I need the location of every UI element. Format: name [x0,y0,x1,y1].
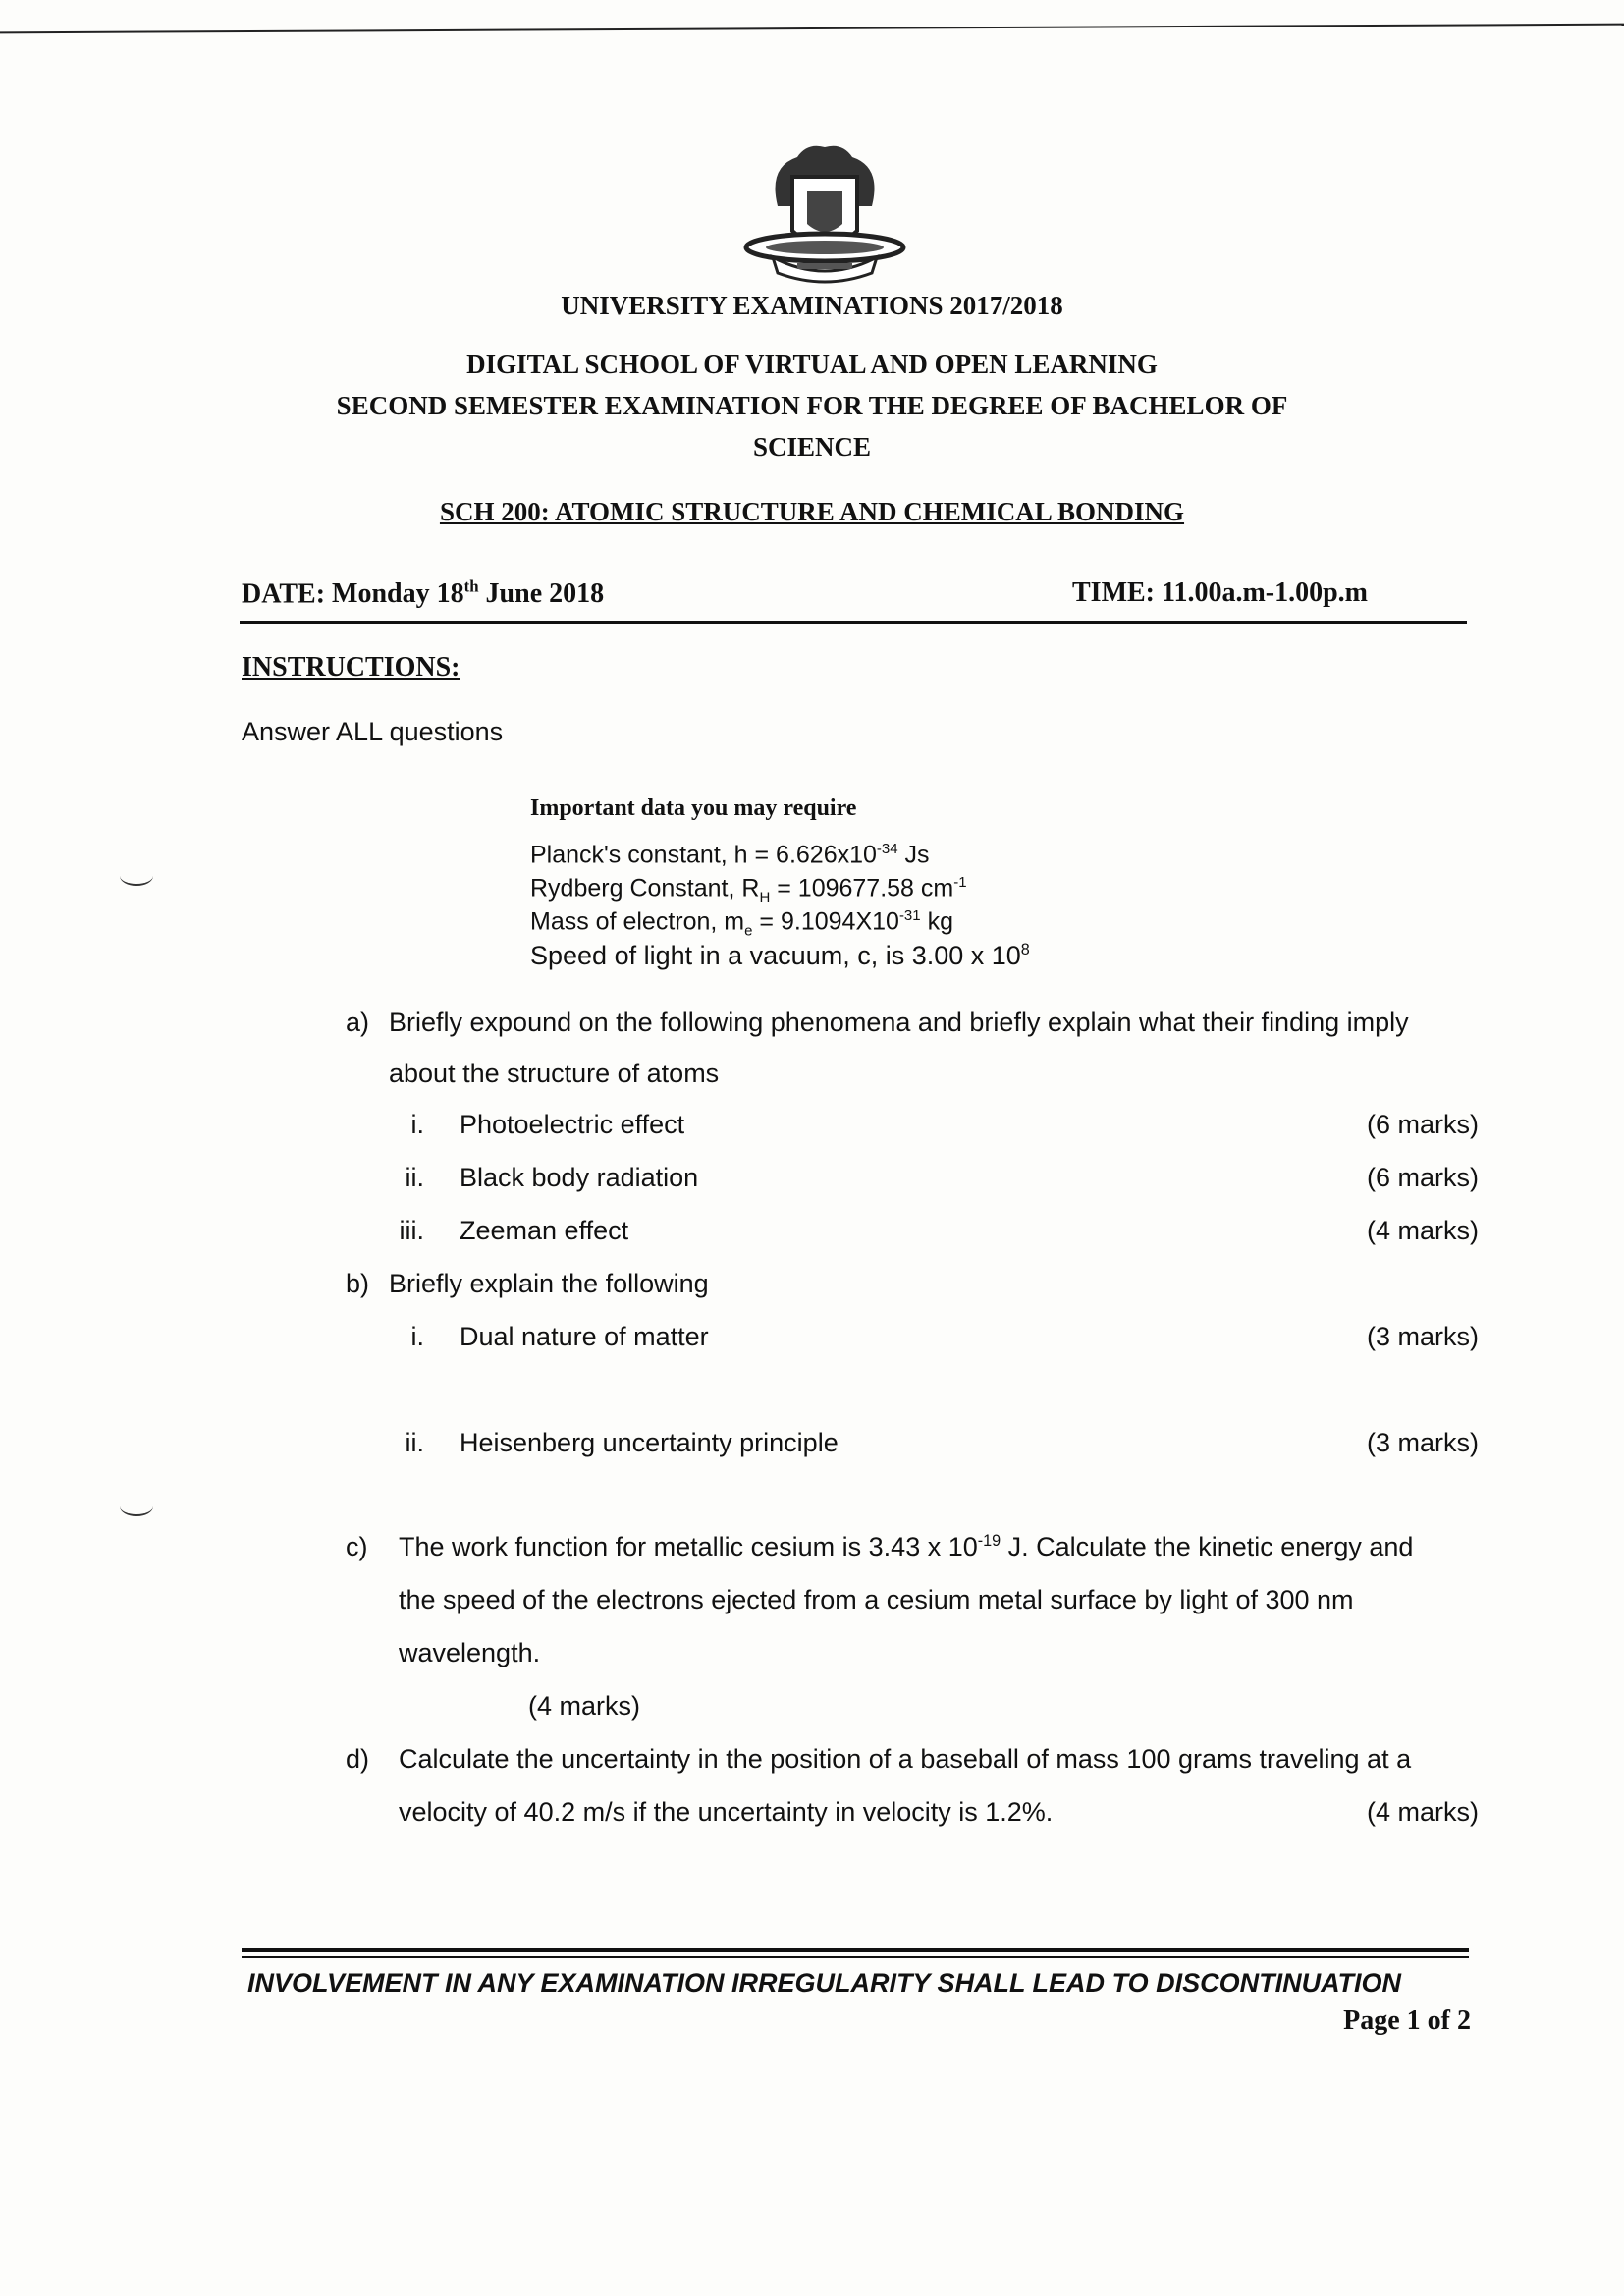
question-d-line2: velocity of 40.2 m/s if the uncertainty in velocity is 1.2%. [399,1797,1054,1827]
exam-time [1072,577,1368,609]
exam-year-heading: UNIVERSITY EXAMINATIONS 2017/2018 [561,291,1063,320]
page-number: Page 1 of 2 [1343,2005,1471,2036]
semester-heading-line2: SCIENCE [752,432,872,462]
question-b-item-text: Heisenberg uncertainty principle [460,1428,839,1457]
question-a-item-text: Zeeman effect [460,1216,629,1245]
date-value: Monday 18th June 2018 [332,577,605,610]
margin-tick-mark [120,1497,153,1516]
electron-mass: Mass of electron, $m_e = 9.1094X10^{-31}$ kg [530,907,953,940]
question-c-label: c) [346,1532,368,1561]
planck-constant: Planck's constant, $h = 6.626x10^{-34}$ Js [530,841,930,869]
question-a-item-text: Black body radiation [460,1163,699,1192]
question-c-line2: the speed of the electrons ejected from a cesium metal surface by light of 300 nm [399,1585,1354,1614]
footer-divider-thin [242,1956,1469,1958]
question-a-item-marks: (6 marks) [1367,1110,1479,1139]
question-c-marks: (4 marks) [528,1691,640,1721]
question-a-item-number: i. [410,1110,424,1139]
question-d-line1: Calculate the uncertainty in the position of a baseball of mass 100 grams traveling at a [399,1744,1412,1774]
question-d-label: d) [346,1744,370,1774]
question-a-item-marks: (6 marks) [1367,1163,1479,1192]
margin-tick-mark [120,866,153,886]
question-a-item-number: iii. [399,1216,424,1245]
semester-heading-line1: SECOND SEMESTER EXAMINATION FOR THE DEGREE OF BACHELOR OF [336,391,1288,420]
header-divider [240,621,1467,624]
question-d-marks: (4 marks) [1367,1797,1479,1827]
instructions-text: Answer ALL questions [242,717,504,746]
date-label: DATE: [242,578,326,610]
question-a-line2: about the structure of atoms [389,1059,720,1088]
question-a-line1: Briefly expound on the following phenomena and briefly explain what their finding imply [389,1008,1409,1037]
instructions-heading: INSTRUCTIONS: [242,652,460,683]
question-a-label: a) [346,1008,370,1037]
speed-of-light: Speed of light in a vacuum, c, is 3.00 x $10^8$ [530,941,1030,970]
school-heading: DIGITAL SCHOOL OF VIRTUAL AND OPEN LEARNING [466,350,1158,379]
scan-top-edge-line [0,24,1624,34]
time-value: 11.00a.m-1.00p.m [1162,577,1368,608]
footer-divider-thick [242,1948,1469,1952]
question-a-item-number: ii. [405,1163,424,1192]
question-c-line3: wavelength. [399,1638,541,1667]
university-crest-icon [738,137,911,285]
question-a-item-marks: (4 marks) [1367,1216,1479,1245]
time-label: TIME: [1072,577,1155,608]
question-b-line1: Briefly explain the following [389,1269,709,1298]
question-c-line1: The work function for metallic cesium is 3.43 x $10^{-19}$ J. Calculate the kinetic energy and [399,1532,1414,1561]
course-title: SCH 200: ATOMIC STRUCTURE AND CHEMICAL BONDING [439,497,1185,526]
question-b-item-marks: (3 marks) [1367,1322,1479,1351]
footer-warning: INVOLVEMENT IN ANY EXAMINATION IRREGULARITY SHALL LEAD TO DISCONTINUATION [247,1968,1402,1997]
question-b-item-number: i. [410,1322,424,1351]
question-b-item-text: Dual nature of matter [460,1322,709,1351]
question-b-item-marks: (3 marks) [1367,1428,1479,1457]
constants-heading: Important data you may require [530,795,857,821]
question-a-item-text: Photoelectric effect [460,1110,685,1139]
question-b-item-number: ii. [405,1428,424,1457]
rydberg-constant: Rydberg Constant, $R_H = 109677.58$ $cm^{-1}$ [530,874,967,906]
question-b-label: b) [346,1269,370,1298]
exam-date [242,577,604,610]
